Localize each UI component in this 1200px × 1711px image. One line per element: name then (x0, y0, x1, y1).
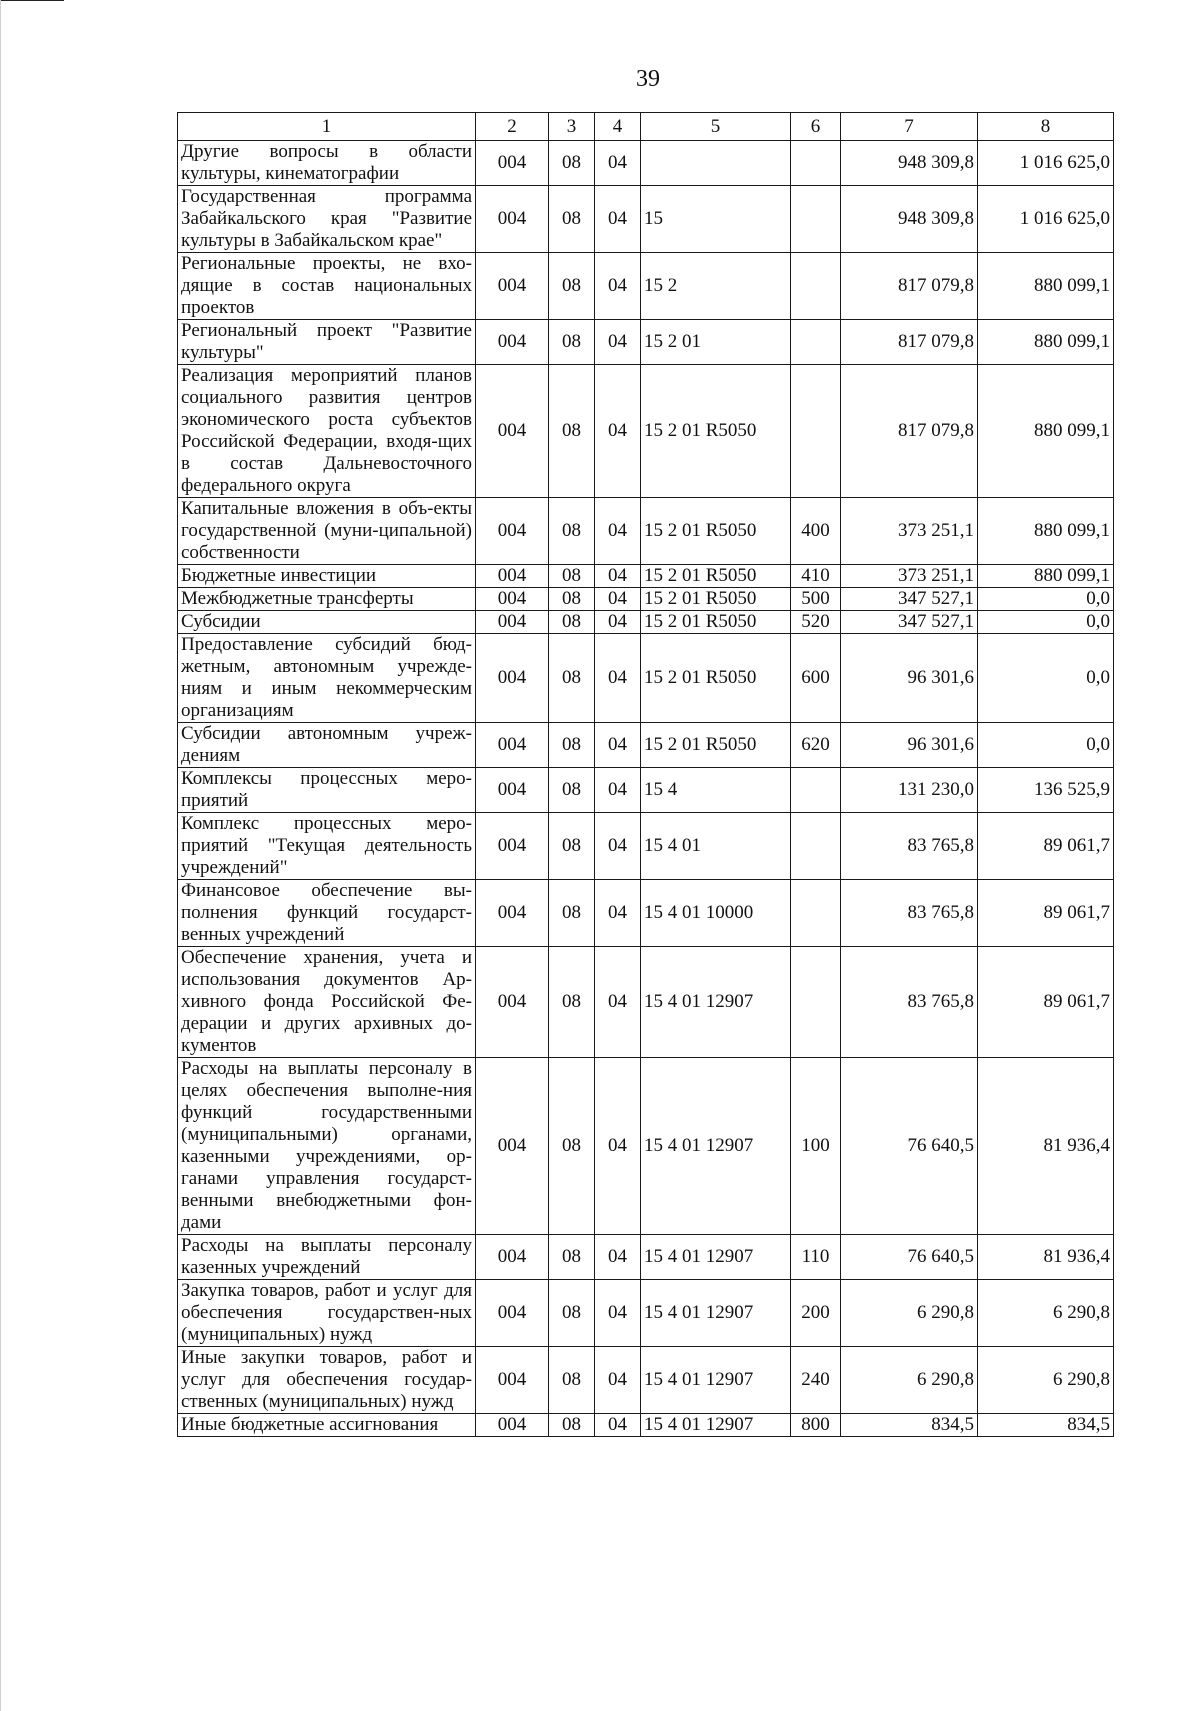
table-row (178, 611, 1114, 634)
table-row (178, 1347, 1114, 1414)
table-row (178, 1414, 1114, 1437)
row-name: Комплекс процессных меро-приятий "Текущая деятельность учреждений" (178, 813, 476, 880)
scan-edge-line (0, 0, 1, 1711)
row-amount-year-1: 373 251,1 (841, 498, 978, 565)
row-target-item: 15 2 01 R5050 (641, 634, 791, 723)
row-amount-year-1: 76 640,5 (841, 1235, 978, 1280)
row-name: Иные закупки товаров, работ и услуг для обеспечения государ-ственных (муниципальных) нужд (178, 1347, 476, 1414)
row-amount-year-2: 89 061,7 (978, 880, 1114, 947)
row-ministry-code: 004 (476, 1414, 549, 1437)
row-amount-year-1: 948 309,8 (841, 141, 978, 186)
row-section: 08 (549, 1235, 595, 1280)
row-ministry-code: 004 (476, 565, 549, 588)
row-amount-year-1: 948 309,8 (841, 186, 978, 253)
row-target-item: 15 2 01 R5050 (641, 611, 791, 634)
table-row (178, 723, 1114, 768)
row-section: 08 (549, 1414, 595, 1437)
row-ministry-code: 004 (476, 498, 549, 565)
row-amount-year-1: 817 079,8 (841, 365, 978, 498)
row-amount-year-1: 131 230,0 (841, 768, 978, 813)
row-expense-type: 620 (791, 723, 841, 768)
row-expense-type (791, 186, 841, 253)
row-name: Межбюджетные трансферты (178, 588, 476, 611)
header-col-2: 2 (476, 113, 549, 141)
row-subsection: 04 (595, 565, 641, 588)
row-name: Предоставление субсидий бюд-жетным, автономным учрежде-ниям и иным некоммерческим организациям (178, 634, 476, 723)
row-amount-year-2: 880 099,1 (978, 365, 1114, 498)
row-expense-type (791, 365, 841, 498)
row-ministry-code: 004 (476, 1280, 549, 1347)
row-amount-year-1: 834,5 (841, 1414, 978, 1437)
row-section: 08 (549, 588, 595, 611)
row-expense-type (791, 768, 841, 813)
row-amount-year-1: 347 527,1 (841, 611, 978, 634)
row-subsection: 04 (595, 320, 641, 365)
table-row (178, 365, 1114, 498)
header-col-5: 5 (641, 113, 791, 141)
row-subsection: 04 (595, 611, 641, 634)
row-name: Обеспечение хранения, учета и использования документов Ар-хивного фонда Российской Фе-дерации и других архивных до-кументов (178, 947, 476, 1058)
row-amount-year-2: 880 099,1 (978, 498, 1114, 565)
row-subsection: 04 (595, 253, 641, 320)
row-amount-year-1: 96 301,6 (841, 723, 978, 768)
row-amount-year-2: 880 099,1 (978, 253, 1114, 320)
row-amount-year-2: 880 099,1 (978, 320, 1114, 365)
table-header (178, 113, 1114, 141)
row-section: 08 (549, 498, 595, 565)
row-amount-year-2: 89 061,7 (978, 947, 1114, 1058)
row-section: 08 (549, 320, 595, 365)
row-subsection: 04 (595, 1058, 641, 1235)
row-amount-year-2: 0,0 (978, 634, 1114, 723)
row-target-item (641, 141, 791, 186)
row-name: Региональный проект "Развитие культуры" (178, 320, 476, 365)
row-section: 08 (549, 813, 595, 880)
row-section: 08 (549, 723, 595, 768)
scan-edge-mark (0, 0, 64, 1)
row-amount-year-1: 347 527,1 (841, 588, 978, 611)
header-col-3: 3 (549, 113, 595, 141)
row-section: 08 (549, 1347, 595, 1414)
row-ministry-code: 004 (476, 1347, 549, 1414)
row-target-item: 15 4 (641, 768, 791, 813)
table-row (178, 813, 1114, 880)
row-amount-year-2: 81 936,4 (978, 1235, 1114, 1280)
row-section: 08 (549, 141, 595, 186)
table-row (178, 565, 1114, 588)
row-target-item: 15 (641, 186, 791, 253)
table-row (178, 1235, 1114, 1280)
row-ministry-code: 004 (476, 186, 549, 253)
row-target-item: 15 4 01 10000 (641, 880, 791, 947)
row-target-item: 15 4 01 (641, 813, 791, 880)
row-section: 08 (549, 880, 595, 947)
row-target-item: 15 2 01 (641, 320, 791, 365)
row-ministry-code: 004 (476, 365, 549, 498)
row-section: 08 (549, 565, 595, 588)
row-amount-year-2: 834,5 (978, 1414, 1114, 1437)
table-row (178, 947, 1114, 1058)
row-amount-year-2: 6 290,8 (978, 1280, 1114, 1347)
row-amount-year-1: 6 290,8 (841, 1280, 978, 1347)
row-expense-type: 520 (791, 611, 841, 634)
row-ministry-code: 004 (476, 141, 549, 186)
row-section: 08 (549, 634, 595, 723)
table-row (178, 253, 1114, 320)
row-ministry-code: 004 (476, 880, 549, 947)
row-amount-year-2: 1 016 625,0 (978, 186, 1114, 253)
row-expense-type (791, 253, 841, 320)
table-body (178, 141, 1114, 1437)
row-ministry-code: 004 (476, 1235, 549, 1280)
row-subsection: 04 (595, 186, 641, 253)
table-row (178, 320, 1114, 365)
table-row (178, 141, 1114, 186)
row-subsection: 04 (595, 1235, 641, 1280)
table-row (178, 1058, 1114, 1235)
row-expense-type (791, 813, 841, 880)
row-amount-year-1: 817 079,8 (841, 320, 978, 365)
row-expense-type: 110 (791, 1235, 841, 1280)
row-amount-year-2: 880 099,1 (978, 565, 1114, 588)
row-subsection: 04 (595, 1280, 641, 1347)
row-subsection: 04 (595, 141, 641, 186)
row-expense-type: 400 (791, 498, 841, 565)
row-name: Закупка товаров, работ и услуг для обеспечения государствен-ных (муниципальных) нужд (178, 1280, 476, 1347)
row-expense-type (791, 320, 841, 365)
row-expense-type (791, 880, 841, 947)
header-col-1: 1 (178, 113, 476, 141)
row-amount-year-2: 136 525,9 (978, 768, 1114, 813)
row-expense-type: 240 (791, 1347, 841, 1414)
row-section: 08 (549, 253, 595, 320)
row-ministry-code: 004 (476, 611, 549, 634)
row-section: 08 (549, 1058, 595, 1235)
row-ministry-code: 004 (476, 588, 549, 611)
row-section: 08 (549, 1280, 595, 1347)
table-row (178, 498, 1114, 565)
row-target-item: 15 2 (641, 253, 791, 320)
row-target-item: 15 2 01 R5050 (641, 498, 791, 565)
row-name: Другие вопросы в области культуры, кинематографии (178, 141, 476, 186)
row-amount-year-2: 89 061,7 (978, 813, 1114, 880)
table-row (178, 634, 1114, 723)
row-amount-year-2: 0,0 (978, 611, 1114, 634)
row-expense-type: 600 (791, 634, 841, 723)
row-name: Бюджетные инвестиции (178, 565, 476, 588)
row-subsection: 04 (595, 1347, 641, 1414)
table-row (178, 186, 1114, 253)
row-name: Реализация мероприятий планов социального развития центров экономического роста субъектов Российской Федерации, входя-щих в состав Дальневосточного федерального округа (178, 365, 476, 498)
row-amount-year-1: 76 640,5 (841, 1058, 978, 1235)
row-ministry-code: 004 (476, 723, 549, 768)
row-subsection: 04 (595, 365, 641, 498)
header-col-6: 6 (791, 113, 841, 141)
header-col-8: 8 (978, 113, 1114, 141)
row-ministry-code: 004 (476, 813, 549, 880)
table-row (178, 1280, 1114, 1347)
row-name: Комплексы процессных меро-приятий (178, 768, 476, 813)
row-target-item: 15 4 01 12907 (641, 1280, 791, 1347)
row-amount-year-1: 83 765,8 (841, 880, 978, 947)
row-name: Расходы на выплаты персоналу в целях обеспечения выполне-ния функций государственными (муниципальными) органами, казенными учреждениями, ор-ганами управления государст-венными внебюджетными фон-дами (178, 1058, 476, 1235)
row-section: 08 (549, 768, 595, 813)
row-subsection: 04 (595, 947, 641, 1058)
row-target-item: 15 2 01 R5050 (641, 365, 791, 498)
row-name: Расходы на выплаты персоналу казенных учреждений (178, 1235, 476, 1280)
row-subsection: 04 (595, 588, 641, 611)
row-name: Региональные проекты, не вхо-дящие в состав национальных проектов (178, 253, 476, 320)
row-ministry-code: 004 (476, 634, 549, 723)
row-target-item: 15 4 01 12907 (641, 1414, 791, 1437)
row-subsection: 04 (595, 880, 641, 947)
row-target-item: 15 4 01 12907 (641, 1347, 791, 1414)
page-number: 39 (636, 66, 660, 92)
row-name: Субсидии (178, 611, 476, 634)
table-row (178, 588, 1114, 611)
row-amount-year-1: 83 765,8 (841, 813, 978, 880)
row-amount-year-1: 96 301,6 (841, 634, 978, 723)
row-subsection: 04 (595, 498, 641, 565)
row-amount-year-2: 1 016 625,0 (978, 141, 1114, 186)
row-name: Финансовое обеспечение вы-полнения функций государст-венных учреждений (178, 880, 476, 947)
row-ministry-code: 004 (476, 1058, 549, 1235)
row-subsection: 04 (595, 723, 641, 768)
row-subsection: 04 (595, 634, 641, 723)
row-target-item: 15 2 01 R5050 (641, 565, 791, 588)
row-ministry-code: 004 (476, 947, 549, 1058)
row-name: Государственная программа Забайкальского края "Развитие культуры в Забайкальском крае" (178, 186, 476, 253)
row-target-item: 15 2 01 R5050 (641, 723, 791, 768)
row-expense-type: 800 (791, 1414, 841, 1437)
row-target-item: 15 4 01 12907 (641, 1235, 791, 1280)
row-target-item: 15 4 01 12907 (641, 1058, 791, 1235)
row-amount-year-1: 817 079,8 (841, 253, 978, 320)
row-expense-type: 500 (791, 588, 841, 611)
header-row (178, 113, 1114, 141)
row-amount-year-1: 83 765,8 (841, 947, 978, 1058)
row-target-item: 15 4 01 12907 (641, 947, 791, 1058)
row-section: 08 (549, 365, 595, 498)
row-ministry-code: 004 (476, 253, 549, 320)
row-expense-type: 200 (791, 1280, 841, 1347)
row-subsection: 04 (595, 1414, 641, 1437)
row-amount-year-2: 0,0 (978, 588, 1114, 611)
row-amount-year-2: 0,0 (978, 723, 1114, 768)
table-row (178, 768, 1114, 813)
table-row (178, 880, 1114, 947)
row-amount-year-2: 6 290,8 (978, 1347, 1114, 1414)
row-section: 08 (549, 947, 595, 1058)
row-expense-type (791, 141, 841, 186)
row-ministry-code: 004 (476, 320, 549, 365)
row-amount-year-2: 81 936,4 (978, 1058, 1114, 1235)
row-name: Иные бюджетные ассигнования (178, 1414, 476, 1437)
header-col-7: 7 (841, 113, 978, 141)
row-expense-type (791, 947, 841, 1058)
row-expense-type: 100 (791, 1058, 841, 1235)
row-amount-year-1: 6 290,8 (841, 1347, 978, 1414)
header-col-4: 4 (595, 113, 641, 141)
row-section: 08 (549, 611, 595, 634)
row-amount-year-1: 373 251,1 (841, 565, 978, 588)
row-target-item: 15 2 01 R5050 (641, 588, 791, 611)
row-name: Капитальные вложения в объ-екты государственной (муни-ципальной) собственности (178, 498, 476, 565)
row-subsection: 04 (595, 768, 641, 813)
row-ministry-code: 004 (476, 768, 549, 813)
budget-table (177, 112, 1114, 1437)
row-name: Субсидии автономным учреж-дениям (178, 723, 476, 768)
row-section: 08 (549, 186, 595, 253)
row-expense-type: 410 (791, 565, 841, 588)
row-subsection: 04 (595, 813, 641, 880)
